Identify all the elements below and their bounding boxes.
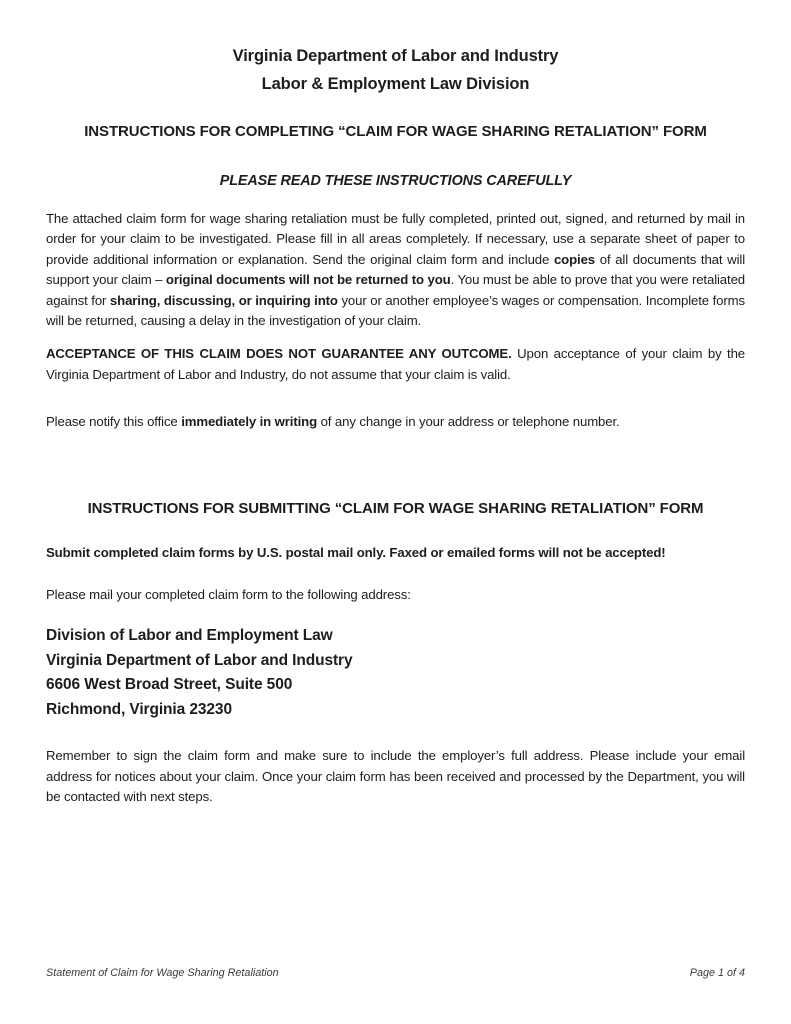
address-line-department: Virginia Department of Labor and Industry <box>46 651 353 669</box>
division-title: Labor & Employment Law Division <box>261 75 530 93</box>
mail-address-label: Please mail your completed claim form to the following address: <box>46 587 411 603</box>
address-line-city: Richmond, Virginia 23230 <box>46 700 232 718</box>
notify-paragraph: Please notify this office immediately in writing of any change in your address or telephone number. <box>46 414 620 430</box>
address-line-division: Division of Labor and Employment Law <box>46 627 333 645</box>
intro-paragraph: The attached claim form for wage sharing retaliation must be fully completed, printed out, signed, and returned by mail in order for your claim to be investigated. Please fill in all areas completely. If necessary, use a separate sheet of paper to provide additional information or explanation. Send the original claim form and include copies of all documents that will support your claim – original documents will not be returned to you. You must be able to prove that you were retaliated against for sharing, discussing, or inquiring into your or another employee’s wages or compensation. Incomplete forms will be returned, causing a delay in the investigation of your claim. <box>46 211 746 329</box>
page-footer <box>46 966 745 980</box>
postal-mail-only-note: Submit completed claim forms by U.S. postal mail only. Faxed or emailed forms will not be accepted! <box>46 544 666 560</box>
acceptance-paragraph: ACCEPTANCE OF THIS CLAIM DOES NOT GUARANTEE ANY OUTCOME. Upon acceptance of your claim by the Virginia Department of Labor and Industry, do not assume that your claim is valid. <box>46 346 746 382</box>
org-title: Virginia Department of Labor and Industry <box>232 47 559 65</box>
completing-instructions-heading: INSTRUCTIONS FOR COMPLETING “CLAIM FOR WAGE SHARING RETALIATION” FORM <box>84 123 707 140</box>
read-carefully-heading: PLEASE READ THESE INSTRUCTIONS CAREFULLY <box>219 173 572 189</box>
reminder-paragraph: Remember to sign the claim form and make sure to include the employer’s full address. Please include your email address for notices about your claim. Once your claim form has been received and processed by the Department, you will be contacted with next steps. <box>46 748 745 805</box>
submitting-instructions-heading: INSTRUCTIONS FOR SUBMITTING “CLAIM FOR WAGE SHARING RETALIATION” FORM <box>87 499 704 517</box>
footer-page-number: Page 1 of 4 <box>689 967 745 979</box>
address-line-street: 6606 West Broad Street, Suite 500 <box>46 676 293 694</box>
footer-document-title: Statement of Claim for Wage Sharing Retaliation <box>46 967 279 979</box>
mailing-address <box>46 624 745 722</box>
